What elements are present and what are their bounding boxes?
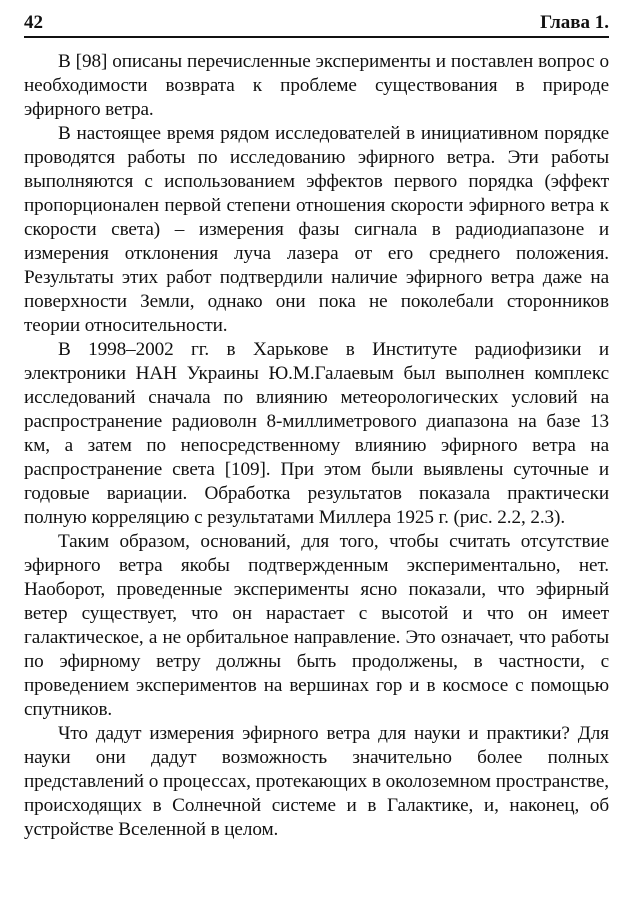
page-number: 42 — [24, 12, 43, 33]
paragraph: Таким образом, оснований, для того, чтобы считать отсутствие эфирного ветра якобы подтвержденным экспериментально, нет. Наоборот, проведенные эксперименты ясно показали, что эфирный ветер существует, что он нарастает с высотой и что он имеет галактическое, а не орбитальное направление. Это означает, что работы по эфирному ветру должны быть продолжены, в частности, с проведением экспериментов на вершинах гор и в космосе с помощью спутников. — [24, 531, 609, 720]
paragraph: Что дадут измерения эфирного ветра для науки и практики? Для науки они дадут возможность значительно более полных представлений о процессах, протекающих в околоземном пространстве, происходящих в Солнечной системе и в Галактике, и, наконец, об устройстве Вселенной в целом. — [24, 723, 609, 840]
paragraph: В [98] описаны перечисленные эксперименты и поставлен вопрос о необходимости возврата к проблеме существования в природе эфирного ветра. — [24, 51, 609, 120]
page-header — [24, 10, 609, 38]
chapter-title: Глава 1. — [540, 12, 609, 33]
document-page — [24, 10, 609, 842]
body-text — [24, 50, 609, 842]
paragraph: В настоящее время рядом исследователей в инициативном порядке проводятся работы по исследованию эфирного ветра. Эти работы выполняются с использованием эффектов первого порядка (эффект пропорционален первой степени отношения скорости эфирного ветра к скорости света) – измерения фазы сигнала в радиодиапазоне и измерения отклонения луча лазера от его среднего положения. Результаты этих работ подтвердили наличие эфирного ветра даже на поверхности Земли, однако они пока не поколебали сторонников теории относительности. — [24, 123, 609, 336]
paragraph: В 1998–2002 гг. в Харькове в Институте радиофизики и электроники НАН Украины Ю.М.Галаевым был выполнен комплекс исследований сначала по влиянию метеорологических условий на распространение радиоволн 8-миллиметрового диапазона на базе 13 км, а затем по непосредственному влиянию эфирного ветра на распространение света [109]. При этом были выявлены суточные и годовые вариации. Обработка результатов показала практически полную корреляцию с результатами Миллера 1925 г. (рис. 2.2, 2.3). — [24, 339, 609, 528]
